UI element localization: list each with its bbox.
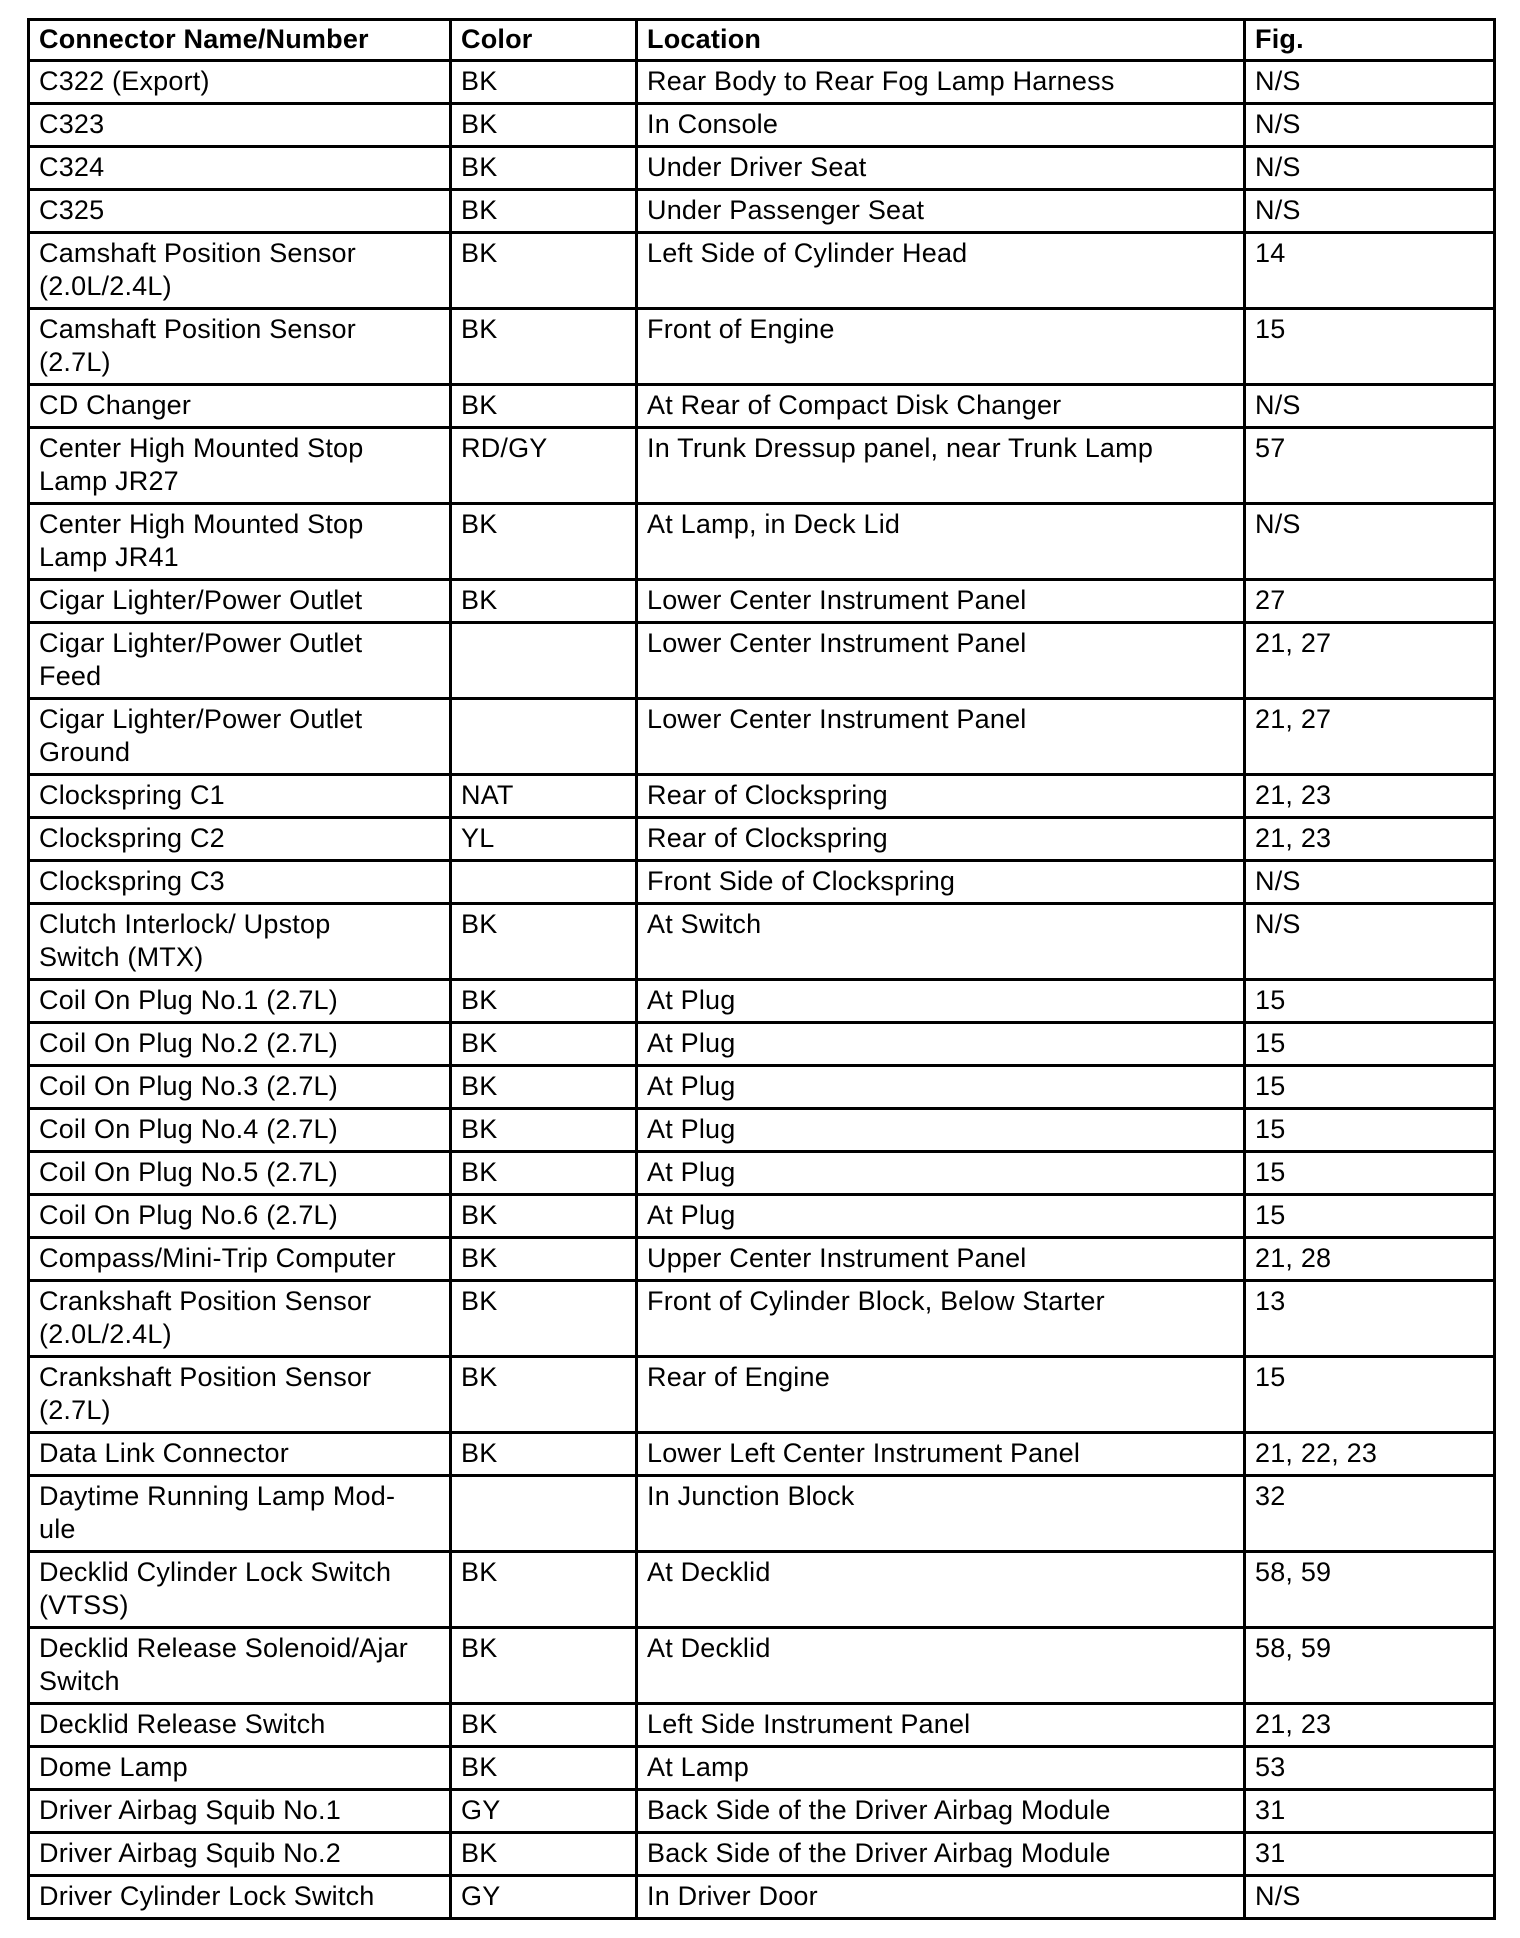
fig-cell: 31 (1245, 1790, 1495, 1833)
color-cell: GY (451, 1876, 637, 1919)
location-cell: Left Side Instrument Panel (637, 1704, 1245, 1747)
document-page (27, 18, 1493, 1920)
table-row (29, 980, 1495, 1023)
color-cell: BK (451, 233, 637, 309)
color-cell: BK (451, 104, 637, 147)
connector-name-cell: C324 (29, 147, 451, 190)
color-cell: BK (451, 904, 637, 980)
fig-cell: 15 (1245, 1357, 1495, 1433)
connector-name-cell: Cigar Lighter/Power Outlet (29, 580, 451, 623)
table-row (29, 104, 1495, 147)
location-cell: Back Side of the Driver Airbag Module (637, 1833, 1245, 1876)
color-cell: BK (451, 1066, 637, 1109)
fig-cell: 21, 22, 23 (1245, 1433, 1495, 1476)
connector-name-cell: Camshaft Position Sensor (2.7L) (29, 309, 451, 385)
table-row (29, 1790, 1495, 1833)
location-cell: In Trunk Dressup panel, near Trunk Lamp (637, 428, 1245, 504)
location-cell: Lower Left Center Instrument Panel (637, 1433, 1245, 1476)
location-cell: Rear Body to Rear Fog Lamp Harness (637, 61, 1245, 104)
color-cell: BK (451, 1152, 637, 1195)
color-cell: BK (451, 147, 637, 190)
fig-cell: 15 (1245, 309, 1495, 385)
color-cell: BK (451, 1552, 637, 1628)
table-row (29, 818, 1495, 861)
table-row (29, 1195, 1495, 1238)
table-row (29, 190, 1495, 233)
header-connector: Connector Name/Number (29, 20, 451, 61)
table-row (29, 309, 1495, 385)
location-cell: Front of Engine (637, 309, 1245, 385)
connector-name-cell: Coil On Plug No.3 (2.7L) (29, 1066, 451, 1109)
fig-cell: 15 (1245, 1023, 1495, 1066)
color-cell: BK (451, 1195, 637, 1238)
fig-cell: 15 (1245, 1195, 1495, 1238)
fig-cell: 13 (1245, 1281, 1495, 1357)
fig-cell: N/S (1245, 147, 1495, 190)
color-cell: BK (451, 61, 637, 104)
header-color: Color (451, 20, 637, 61)
table-row (29, 699, 1495, 775)
connector-name-cell: Dome Lamp (29, 1747, 451, 1790)
location-cell: At Decklid (637, 1552, 1245, 1628)
color-cell (451, 861, 637, 904)
location-cell: Lower Center Instrument Panel (637, 623, 1245, 699)
table-row (29, 1433, 1495, 1476)
table-row (29, 1833, 1495, 1876)
fig-cell: 21, 27 (1245, 623, 1495, 699)
fig-cell: 21, 28 (1245, 1238, 1495, 1281)
color-cell: NAT (451, 775, 637, 818)
table-row (29, 904, 1495, 980)
connector-name-cell: Coil On Plug No.2 (2.7L) (29, 1023, 451, 1066)
location-cell: At Plug (637, 1195, 1245, 1238)
connector-name-cell: C322 (Export) (29, 61, 451, 104)
table-row (29, 1238, 1495, 1281)
table-body (29, 61, 1495, 1919)
fig-cell: N/S (1245, 104, 1495, 147)
connector-name-cell: Decklid Cylinder Lock Switch (VTSS) (29, 1552, 451, 1628)
fig-cell: 14 (1245, 233, 1495, 309)
header-fig: Fig. (1245, 20, 1495, 61)
fig-cell: 27 (1245, 580, 1495, 623)
table-row (29, 1109, 1495, 1152)
color-cell: BK (451, 385, 637, 428)
table-row (29, 580, 1495, 623)
connector-name-cell: Decklid Release Switch (29, 1704, 451, 1747)
location-cell: At Lamp (637, 1747, 1245, 1790)
location-cell: Front Side of Clockspring (637, 861, 1245, 904)
color-cell (451, 699, 637, 775)
fig-cell: 15 (1245, 980, 1495, 1023)
color-cell: BK (451, 1023, 637, 1066)
fig-cell: N/S (1245, 904, 1495, 980)
location-cell: At Plug (637, 1109, 1245, 1152)
location-cell: At Switch (637, 904, 1245, 980)
fig-cell: 57 (1245, 428, 1495, 504)
header-row (29, 20, 1495, 61)
connector-name-cell: Center High Mounted Stop Lamp JR27 (29, 428, 451, 504)
table-row (29, 1023, 1495, 1066)
connector-table (27, 18, 1496, 1920)
fig-cell: 53 (1245, 1747, 1495, 1790)
color-cell: BK (451, 1704, 637, 1747)
color-cell (451, 1476, 637, 1552)
table-header (29, 20, 1495, 61)
connector-name-cell: Data Link Connector (29, 1433, 451, 1476)
connector-name-cell: Compass/Mini-Trip Computer (29, 1238, 451, 1281)
fig-cell: N/S (1245, 190, 1495, 233)
fig-cell: 15 (1245, 1109, 1495, 1152)
location-cell: Back Side of the Driver Airbag Module (637, 1790, 1245, 1833)
color-cell: BK (451, 1833, 637, 1876)
fig-cell: 31 (1245, 1833, 1495, 1876)
location-cell: Lower Center Instrument Panel (637, 699, 1245, 775)
location-cell: At Rear of Compact Disk Changer (637, 385, 1245, 428)
color-cell: RD/GY (451, 428, 637, 504)
location-cell: In Console (637, 104, 1245, 147)
color-cell: BK (451, 1433, 637, 1476)
fig-cell: 15 (1245, 1152, 1495, 1195)
connector-name-cell: Decklid Release Solenoid/Ajar Switch (29, 1628, 451, 1704)
fig-cell: 21, 23 (1245, 775, 1495, 818)
table-row (29, 147, 1495, 190)
location-cell: Front of Cylinder Block, Below Starter (637, 1281, 1245, 1357)
connector-name-cell: Driver Airbag Squib No.1 (29, 1790, 451, 1833)
location-cell: In Junction Block (637, 1476, 1245, 1552)
table-row (29, 1876, 1495, 1919)
color-cell: BK (451, 504, 637, 580)
color-cell: BK (451, 1357, 637, 1433)
connector-name-cell: Cigar Lighter/Power Outlet Ground (29, 699, 451, 775)
color-cell: BK (451, 309, 637, 385)
color-cell: BK (451, 580, 637, 623)
color-cell: BK (451, 190, 637, 233)
fig-cell: 21, 23 (1245, 1704, 1495, 1747)
table-row (29, 1476, 1495, 1552)
connector-name-cell: Center High Mounted Stop Lamp JR41 (29, 504, 451, 580)
table-row (29, 1357, 1495, 1433)
fig-cell: N/S (1245, 385, 1495, 428)
table-row (29, 385, 1495, 428)
connector-name-cell: Coil On Plug No.5 (2.7L) (29, 1152, 451, 1195)
table-row (29, 504, 1495, 580)
table-row (29, 1704, 1495, 1747)
color-cell (451, 623, 637, 699)
table-row (29, 1152, 1495, 1195)
color-cell: BK (451, 1109, 637, 1152)
fig-cell: 21, 23 (1245, 818, 1495, 861)
location-cell: At Lamp, in Deck Lid (637, 504, 1245, 580)
location-cell: Lower Center Instrument Panel (637, 580, 1245, 623)
table-row (29, 1066, 1495, 1109)
location-cell: Under Driver Seat (637, 147, 1245, 190)
connector-name-cell: Daytime Running Lamp Mod- ule (29, 1476, 451, 1552)
connector-name-cell: Coil On Plug No.6 (2.7L) (29, 1195, 451, 1238)
color-cell: GY (451, 1790, 637, 1833)
location-cell: Rear of Clockspring (637, 818, 1245, 861)
connector-name-cell: Clockspring C2 (29, 818, 451, 861)
location-cell: Left Side of Cylinder Head (637, 233, 1245, 309)
header-location: Location (637, 20, 1245, 61)
connector-name-cell: Driver Cylinder Lock Switch (29, 1876, 451, 1919)
table-row (29, 1747, 1495, 1790)
color-cell: BK (451, 1238, 637, 1281)
connector-name-cell: Camshaft Position Sensor (2.0L/2.4L) (29, 233, 451, 309)
fig-cell: N/S (1245, 61, 1495, 104)
location-cell: At Plug (637, 980, 1245, 1023)
fig-cell: N/S (1245, 504, 1495, 580)
connector-name-cell: C323 (29, 104, 451, 147)
location-cell: At Plug (637, 1152, 1245, 1195)
connector-name-cell: Crankshaft Position Sensor (2.7L) (29, 1357, 451, 1433)
table-row (29, 775, 1495, 818)
location-cell: In Driver Door (637, 1876, 1245, 1919)
color-cell: BK (451, 980, 637, 1023)
connector-name-cell: Coil On Plug No.1 (2.7L) (29, 980, 451, 1023)
connector-name-cell: Clutch Interlock/ Upstop Switch (MTX) (29, 904, 451, 980)
fig-cell: 15 (1245, 1066, 1495, 1109)
location-cell: At Plug (637, 1066, 1245, 1109)
connector-name-cell: Clockspring C1 (29, 775, 451, 818)
color-cell: BK (451, 1747, 637, 1790)
connector-name-cell: Coil On Plug No.4 (2.7L) (29, 1109, 451, 1152)
location-cell: Under Passenger Seat (637, 190, 1245, 233)
table-row (29, 1281, 1495, 1357)
table-row (29, 233, 1495, 309)
fig-cell: 21, 27 (1245, 699, 1495, 775)
table-row (29, 61, 1495, 104)
location-cell: At Plug (637, 1023, 1245, 1066)
connector-name-cell: CD Changer (29, 385, 451, 428)
fig-cell: 58, 59 (1245, 1628, 1495, 1704)
color-cell: BK (451, 1628, 637, 1704)
connector-name-cell: Cigar Lighter/Power Outlet Feed (29, 623, 451, 699)
location-cell: Rear of Engine (637, 1357, 1245, 1433)
location-cell: Rear of Clockspring (637, 775, 1245, 818)
connector-name-cell: Clockspring C3 (29, 861, 451, 904)
fig-cell: N/S (1245, 1876, 1495, 1919)
color-cell: BK (451, 1281, 637, 1357)
location-cell: Upper Center Instrument Panel (637, 1238, 1245, 1281)
color-cell: YL (451, 818, 637, 861)
connector-name-cell: C325 (29, 190, 451, 233)
table-row (29, 1552, 1495, 1628)
table-row (29, 861, 1495, 904)
fig-cell: 32 (1245, 1476, 1495, 1552)
table-row (29, 623, 1495, 699)
connector-name-cell: Crankshaft Position Sensor (2.0L/2.4L) (29, 1281, 451, 1357)
fig-cell: N/S (1245, 861, 1495, 904)
connector-name-cell: Driver Airbag Squib No.2 (29, 1833, 451, 1876)
fig-cell: 58, 59 (1245, 1552, 1495, 1628)
location-cell: At Decklid (637, 1628, 1245, 1704)
table-row (29, 1628, 1495, 1704)
table-row (29, 428, 1495, 504)
